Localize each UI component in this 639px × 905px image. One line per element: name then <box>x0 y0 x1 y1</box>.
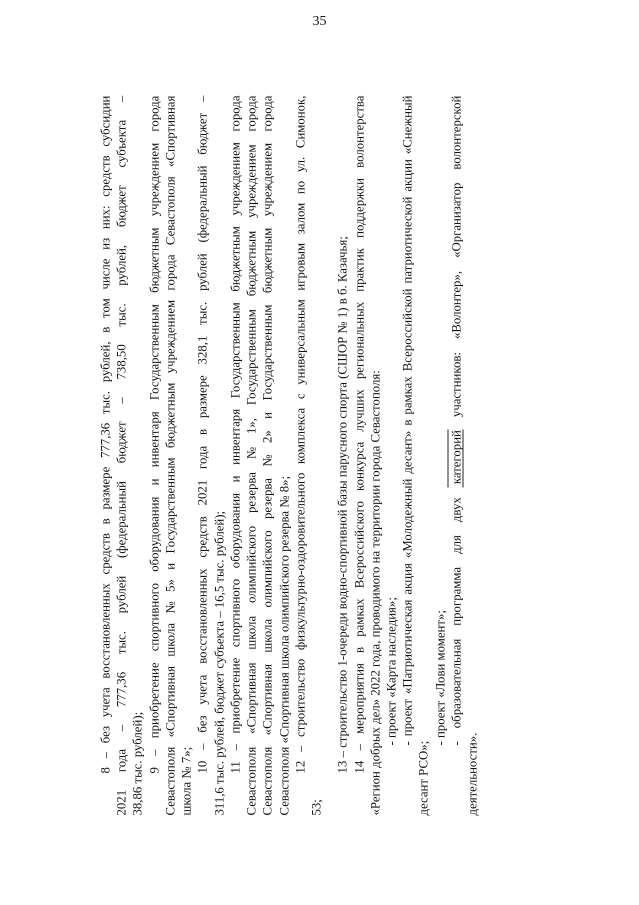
paragraph-line: 11 – приобретение спортивного оборудования и инвентаря Государственным бюджетным учреждением города <box>228 95 243 774</box>
paragraph-line: «Регион добрых дел» 2022 года, проводимого на территории города Севастополя: <box>368 370 383 816</box>
paragraph-line: 9 – приобретение спортивного оборудования и инвентаря Государственным бюджетным учреждением города <box>147 95 162 774</box>
paragraph-line: школа № 7»; <box>179 746 194 816</box>
paragraph-line: 12 – строительство физкультурно-оздоровительного комплекса с универсальным игровым залом по ул. Симонок, <box>293 95 308 774</box>
page-number: 35 <box>312 14 327 29</box>
paragraph-line: - образовательная программа для двух категорий участников: «Волонтер», «Организатор волонтерской <box>449 95 464 746</box>
paragraph-line: 38,86 тыс. рублей); <box>130 711 145 816</box>
paragraph-line: - проект «Патриотическая акция «Молодежный десант» в рамках Всероссийской патриотической акции «Снежный <box>400 95 415 746</box>
paragraph-line: Севастополя «Спортивная школа № 5» и Государственным бюджетным учреждением города Севастополя «Спортивная <box>163 95 178 816</box>
paragraph-line: 311,6 тыс. рублей, бюджет субъекта – 16,5 тыс. рублей); <box>212 510 227 816</box>
separator-line <box>448 430 449 488</box>
paragraph-line: 2021 года – 777,36 тыс. рублей (федеральный бюджет – 738,50 тыс. рублей, бюджет субъекта – <box>114 95 129 816</box>
paragraph-line: 14 – мероприятия в рамках Всероссийского конкурса лучших региональных практик поддержки волонтерства <box>352 95 367 774</box>
paragraph-line: деятельности». <box>465 732 480 816</box>
paragraph-line: Севастополя «Спортивная школа олимпийского резерва № 1», Государственным бюджетным учреждением города <box>244 95 259 816</box>
paragraph-line: 8 – без учета восстановленных средств в размере 777,36 тыс. рублей, в том числе из них: средств субсидии <box>98 95 113 774</box>
paragraph-line: десант РСО»; <box>416 740 431 816</box>
paragraph-line: Севастополя «Спортивная школа олимпийского резерва № 2» и Государственным бюджетным учреждением города <box>260 95 275 816</box>
paragraph-line: 10 – без учета восстановленных средств 2021 года в размере 328,1 тыс. рублей (федеральный бюджет – <box>195 95 210 774</box>
paragraph-line: 53; <box>309 799 324 816</box>
paragraph-line: 13 – строительство 1-очереди водно-спортивной базы парусного спорта (СШОР № 1) в б. Казачья; <box>335 236 350 774</box>
paragraph-line: - проект «Карта наследия»; <box>384 597 399 746</box>
paragraph-line: Севастополя «Спортивная школа олимпийского резерва № 8»; <box>277 475 292 816</box>
paragraph-line: - проект «Лови момент»; <box>433 610 448 746</box>
rotated-text-block <box>93 96 548 816</box>
